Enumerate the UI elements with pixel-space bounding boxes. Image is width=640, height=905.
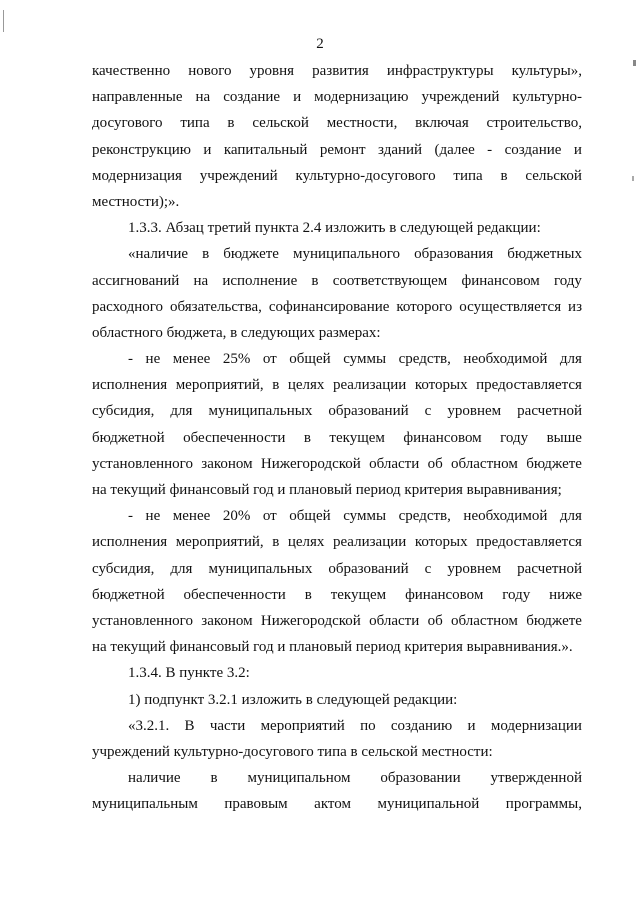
text-line: - не менее 20% от общей суммы средств, необходимой для [128,508,582,525]
text-line: ассигнований на исполнение в соответствующем финансовом году [92,272,582,289]
text-line: реконструкцию и капитальный ремонт зданий (далее - создание и [92,141,582,158]
text-line: - не менее 25% от общей суммы средств, необходимой для [128,351,582,368]
scan-edge-mark [3,10,4,32]
text-line: направленные на создание и модернизацию учреждений культурно- [92,89,582,106]
text-line: исполнения мероприятий, в целях реализации которых предоставляется [92,377,582,394]
text-line: модернизация учреждений культурно-досугового типа в сельской [92,167,582,184]
text-line: исполнения мероприятий, в целях реализации которых предоставляется [92,534,582,551]
scan-mark [632,176,634,181]
text-line: «наличие в бюджете муниципального образования бюджетных [128,246,582,263]
text-line: на текущий финансовый год и плановый период критерия выравнивания.». [92,639,573,656]
text-line: качественно нового уровня развития инфраструктуры культуры», [92,63,582,79]
text-line: областного бюджета, в следующих размерах: [92,324,381,341]
text-line: бюджетной обеспеченности в текущем финансовом году ниже [92,586,582,603]
text-line: 1) подпункт 3.2.1 изложить в следующей редакции: [128,691,458,708]
scan-mark [633,60,636,66]
page-number: 2 [316,36,324,52]
text-line: субсидия, для муниципальных образований с уровнем расчетной [92,403,582,420]
text-line: на текущий финансовый год и плановый период критерия выравнивания; [92,482,562,498]
text-line: наличие в муниципальном образовании утвержденной [128,770,582,787]
text-line: учреждений культурно-досугового типа в сельской местности: [92,743,493,760]
text-line: 1.3.4. В пункте 3.2: [128,665,250,682]
text-line: бюджетной обеспеченности в текущем финансовом году выше [92,429,582,446]
text-line: расходного обязательства, софинансирование которого осуществляется из [92,298,582,315]
text-line: муниципальным правовым актом муниципальной программы, [92,796,582,813]
text-line: досугового типа в сельской местности, включая строительство, [92,115,582,132]
document-body [92,58,582,817]
text-line: субсидия, для муниципальных образований с уровнем расчетной [92,560,582,577]
text-line: установленного законом Нижегородской области об областном бюджете [92,612,582,629]
text-line: установленного законом Нижегородской области об областном бюджете [92,455,582,472]
text-line: «3.2.1. В части мероприятий по созданию и модернизации [128,717,582,734]
text-line: 1.3.3. Абзац третий пункта 2.4 изложить в следующей редакции: [128,220,541,237]
text-line: местности);». [92,193,180,210]
